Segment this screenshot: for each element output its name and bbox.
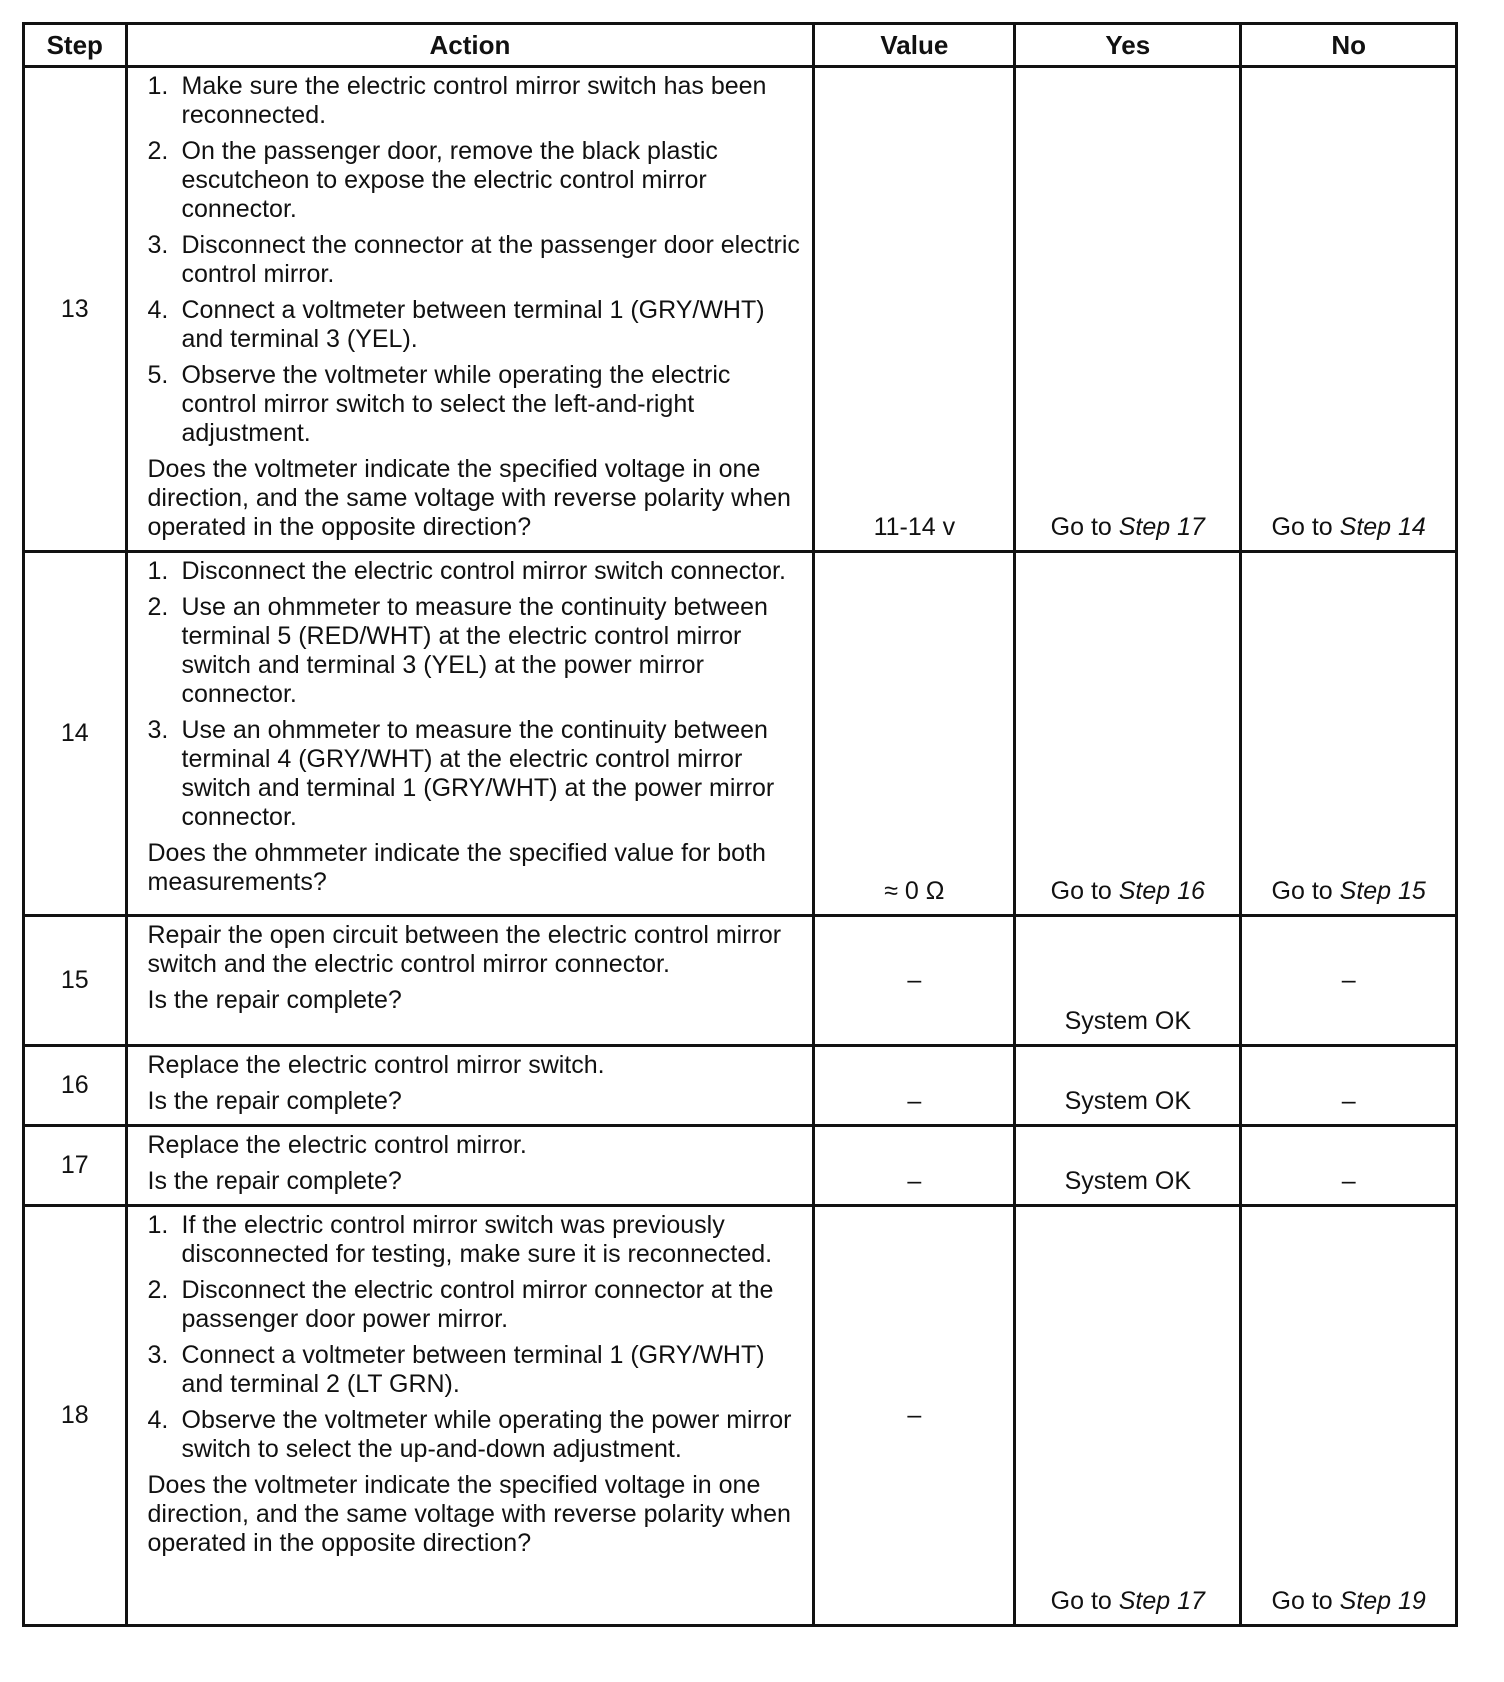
yes-cell: Go to Step 16 [1015, 552, 1241, 916]
value-cell: – [814, 1126, 1015, 1206]
step-number: 16 [24, 1046, 127, 1126]
no-cell: Go to Step 15 [1241, 552, 1457, 916]
step-link: Step 19 [1339, 1587, 1426, 1615]
question-text: Is the repair complete? [147, 986, 402, 1014]
value-cell: – [814, 916, 1015, 1046]
list-item: 5. Observe the voltmeter while operating the electric control mirror switch to select the left-and-right adjustment. [147, 361, 731, 447]
header-step: Step [24, 24, 127, 67]
list-item: 1. Make sure the electric control mirror switch has been reconnected. [147, 72, 767, 129]
step-link: Step 17 [1118, 513, 1205, 541]
action-cell [126, 1046, 814, 1126]
action-cell [126, 916, 814, 1046]
header-action: Action [126, 24, 814, 67]
action-text: Repair the open circuit between the electric control mirror switch and the electric control mirror connector. [147, 921, 782, 978]
value-cell: ≈ 0 Ω [814, 552, 1015, 916]
no-cell: – [1241, 1046, 1457, 1126]
action-text: Replace the electric control mirror. [147, 1131, 527, 1159]
action-cell [126, 552, 814, 916]
list-item: 1. Disconnect the electric control mirror switch connector. [147, 557, 786, 585]
action-list [148, 72, 803, 448]
question-text: Is the repair complete? [147, 1087, 402, 1115]
question-text: Does the voltmeter indicate the specified voltage in one direction, and the same voltage with reverse polarity when operated in the opposite direction? [147, 1471, 791, 1557]
action-list [148, 1211, 803, 1464]
table-row-step-17 [24, 1126, 1457, 1206]
value-cell: – [814, 1206, 1015, 1626]
yes-cell: Go to Step 17 [1015, 67, 1241, 552]
question-text: Is the repair complete? [147, 1167, 402, 1195]
no-cell: Go to Step 19 [1241, 1206, 1457, 1626]
step-link: Step 17 [1118, 1587, 1205, 1615]
yes-cell: Go to Step 17 [1015, 1206, 1241, 1626]
list-item: 1. If the electric control mirror switch was previously disconnected for testing, make sure it is reconnected. [147, 1211, 773, 1268]
header-value: Value [814, 24, 1015, 67]
yes-cell: System OK [1015, 1046, 1241, 1126]
step-number: 14 [24, 552, 127, 916]
list-item: 3. Use an ohmmeter to measure the continuity between terminal 4 (GRY/WHT) at the electric control mirror switch and terminal 1 (GRY/WHT) at the power mirror connector. [147, 716, 775, 831]
list-item: 3. Disconnect the connector at the passenger door electric control mirror. [147, 231, 800, 288]
step-link: Step 14 [1339, 513, 1426, 541]
question-text: Does the ohmmeter indicate the specified value for both measurements? [147, 839, 766, 896]
header-row [24, 24, 1457, 67]
header-yes: Yes [1015, 24, 1241, 67]
list-item: 2. Disconnect the electric control mirror connector at the passenger door power mirror. [147, 1276, 774, 1333]
value-cell: 11-14 v [814, 67, 1015, 552]
list-item: 2. On the passenger door, remove the black plastic escutcheon to expose the electric control mirror connector. [147, 137, 718, 223]
table-row-step-13 [24, 67, 1457, 552]
step-number: 17 [24, 1126, 127, 1206]
step-number: 15 [24, 916, 127, 1046]
step-number: 13 [24, 67, 127, 552]
table-row-step-18 [24, 1206, 1457, 1626]
action-cell [126, 1206, 814, 1626]
table-row-step-16 [24, 1046, 1457, 1126]
list-item: 3. Connect a voltmeter between terminal 1 (GRY/WHT) and terminal 2 (LT GRN). [147, 1341, 765, 1398]
table-row-step-14 [24, 552, 1457, 916]
list-item: 4. Connect a voltmeter between terminal 1 (GRY/WHT) and terminal 3 (YEL). [147, 296, 765, 353]
yes-cell: System OK [1015, 916, 1241, 1046]
action-list [148, 557, 803, 832]
action-cell [126, 1126, 814, 1206]
step-link: Step 16 [1118, 877, 1205, 905]
no-cell: – [1241, 916, 1457, 1046]
diagnostic-table [22, 22, 1458, 1627]
no-cell: Go to Step 14 [1241, 67, 1457, 552]
value-cell: – [814, 1046, 1015, 1126]
no-cell: – [1241, 1126, 1457, 1206]
header-no: No [1241, 24, 1457, 67]
list-item: 4. Observe the voltmeter while operating the power mirror switch to select the up-and-down adjustment. [147, 1406, 792, 1463]
step-number: 18 [24, 1206, 127, 1626]
question-text: Does the voltmeter indicate the specified voltage in one direction, and the same voltage with reverse polarity when operated in the opposite direction? [147, 455, 791, 541]
action-cell [126, 67, 814, 552]
step-link: Step 15 [1339, 877, 1426, 905]
table-row-step-15 [24, 916, 1457, 1046]
action-text: Replace the electric control mirror switch. [147, 1051, 605, 1079]
list-item: 2. Use an ohmmeter to measure the continuity between terminal 5 (RED/WHT) at the electric control mirror switch and terminal 3 (YEL) at the power mirror connector. [147, 593, 768, 708]
yes-cell: System OK [1015, 1126, 1241, 1206]
